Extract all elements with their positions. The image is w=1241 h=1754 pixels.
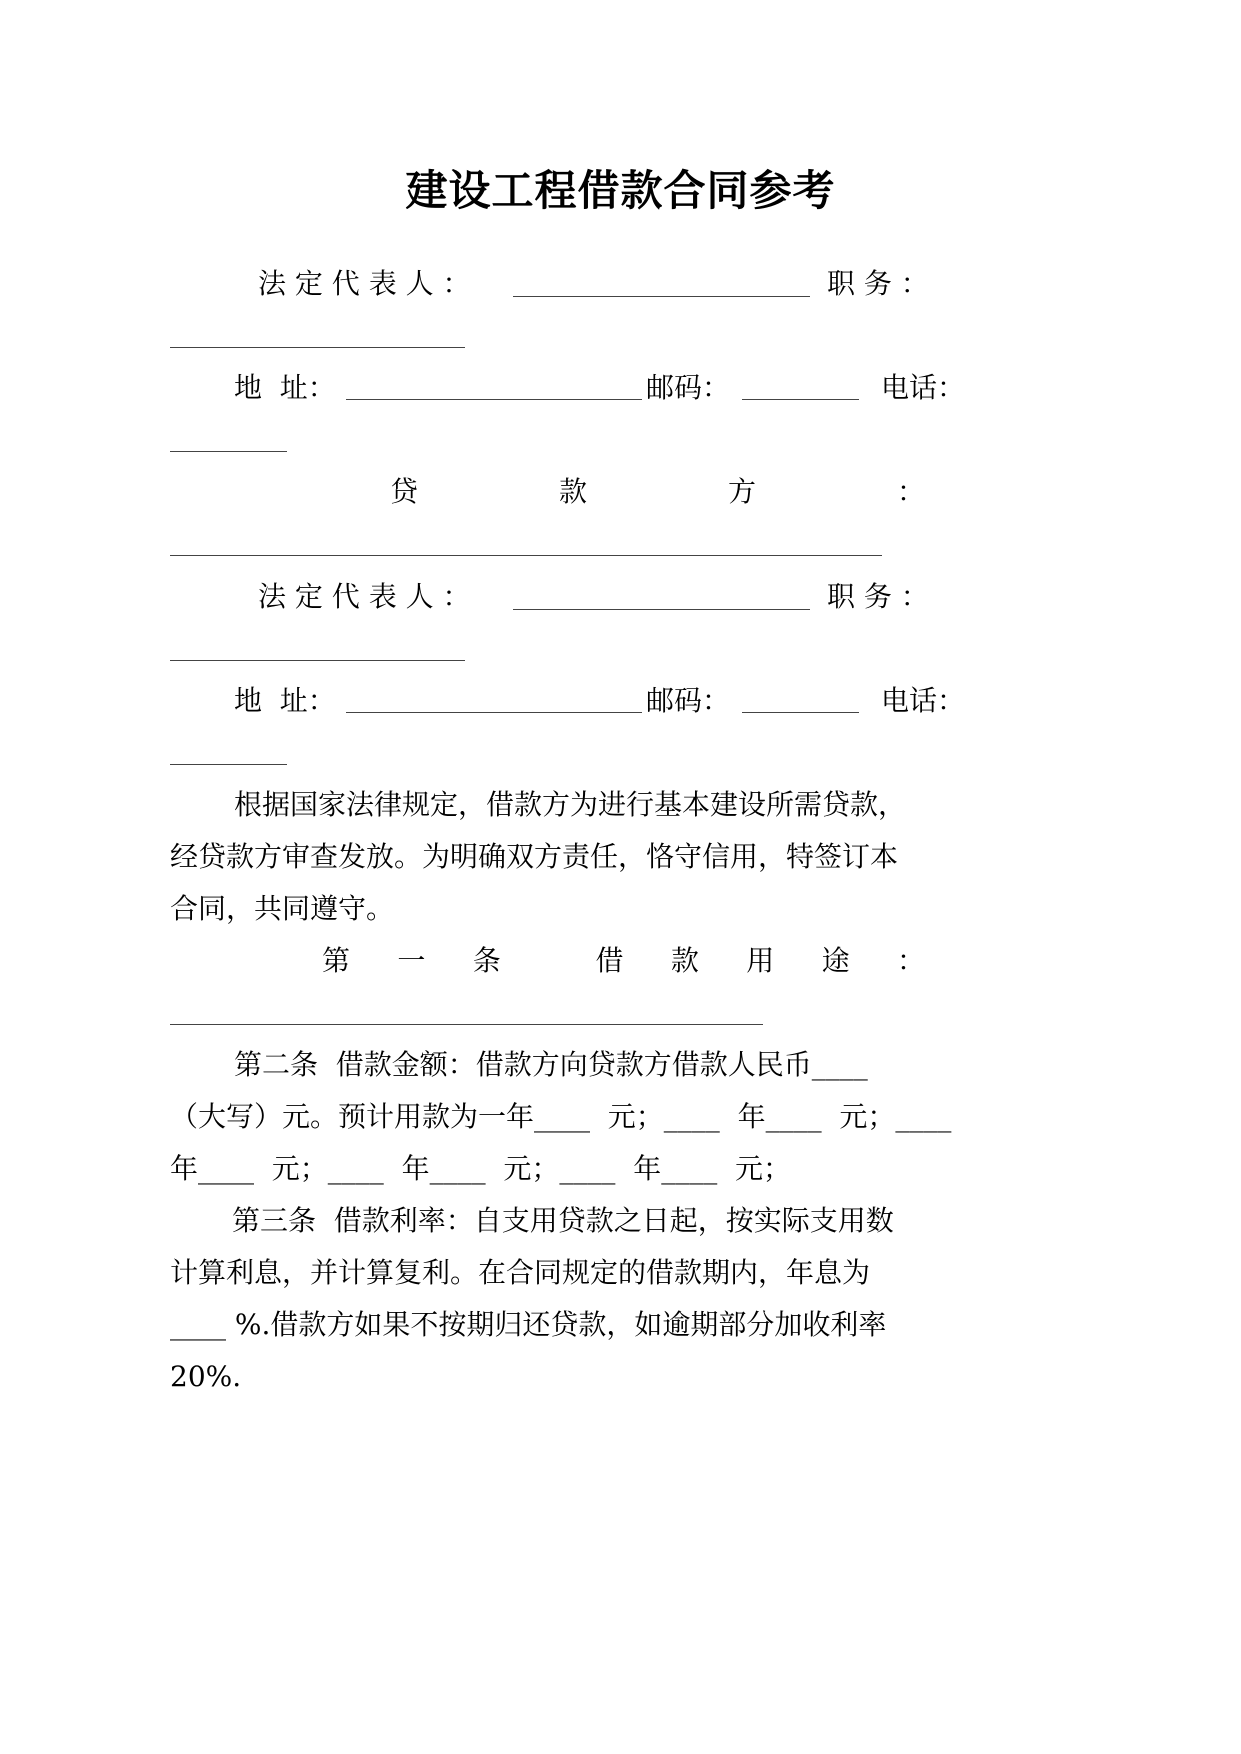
lender-char: 款 (558, 475, 587, 508)
lender-char: 贷 (390, 475, 419, 508)
article-3-line: 计算利息，并计算复利。在合同规定的借款期内，年息为 (170, 1256, 871, 1289)
legal-rep-blank (513, 296, 810, 297)
address-blank (346, 399, 642, 400)
article-1-char: 款 (670, 944, 699, 977)
lender-label (390, 472, 925, 512)
address-label: 地 址： (234, 371, 336, 404)
legal-rep-label-2: 法 定 代 表 人 ： (258, 580, 471, 613)
article-1-char: ： (896, 944, 925, 977)
lender-blank (170, 555, 882, 556)
zip-blank (742, 399, 859, 400)
phone-blank-2 (170, 764, 287, 765)
article-1-blank (170, 1024, 763, 1025)
position-label-2: 职 务 ： (827, 580, 929, 613)
zip-label-2: 邮码： (646, 684, 731, 717)
intro-line: 根据国家法律规定，借款方为进行基本建设所需贷款， (234, 788, 907, 821)
phone-label: 电话： (881, 371, 966, 404)
lender-char: 方 (727, 475, 756, 508)
zip-blank-2 (742, 712, 859, 713)
article-1-char: 第 (322, 944, 351, 977)
article-3-line: 20%. (170, 1360, 242, 1393)
article-3-line: ____ %.借款方如果不按期归还贷款，如逾期部分加收利率 (170, 1308, 887, 1341)
article-1-heading (322, 941, 925, 981)
address-blank-2 (346, 712, 642, 713)
article-2-line: 年____ 元；____ 年____ 元；____ 年____ 元； (170, 1152, 792, 1185)
intro-line: 经贷款方审查发放。为明确双方责任，恪守信用，特签订本 (170, 840, 899, 873)
article-1-char: 途 (821, 944, 850, 977)
phone-blank (170, 451, 287, 452)
position-blank (170, 347, 465, 348)
lender-char: ： (896, 475, 925, 508)
address-label-2: 地 址： (234, 684, 336, 717)
position-blank-2 (170, 660, 465, 661)
legal-rep-label: 法 定 代 表 人 ： (258, 267, 471, 300)
article-2-line: （大写）元。预计用款为一年____ 元；____ 年____ 元；____ (170, 1100, 952, 1133)
article-1-char: 借 (595, 944, 624, 977)
article-3-line: 第三条 借款利率：自支用贷款之日起，按实际支用数 (232, 1204, 894, 1237)
zip-label: 邮码： (646, 371, 731, 404)
article-1-char: 用 (746, 944, 775, 977)
article-1-char: 一 (397, 944, 426, 977)
intro-line: 合同，共同遵守。 (170, 892, 395, 925)
article-2-line: 第二条 借款金额：借款方向贷款方借款人民币____ (234, 1048, 868, 1081)
article-1-char: 条 (472, 944, 501, 977)
position-label: 职 务 ： (827, 267, 929, 300)
page-title: 建设工程借款合同参考 (405, 166, 836, 215)
legal-rep-blank-2 (513, 609, 810, 610)
phone-label-2: 电话： (881, 684, 966, 717)
